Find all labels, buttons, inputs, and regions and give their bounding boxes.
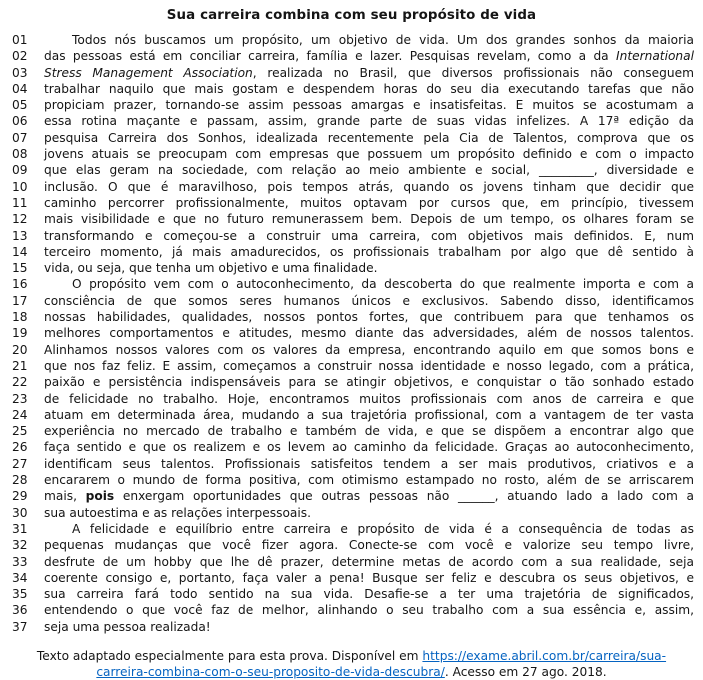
text-line: [0, 113, 703, 129]
line-text: [44, 260, 694, 276]
text-segment: pois: [85, 489, 115, 504]
text-line: [0, 293, 703, 309]
line-text: [44, 472, 694, 488]
text-line: [0, 244, 703, 260]
text-line: [0, 407, 703, 423]
line-number: 26: [12, 440, 28, 455]
text-segment: desfrute de um hobby que lhe dê prazer, determine metas de acordo com a sua realidade, seja: [44, 554, 694, 569]
text-line: [0, 211, 703, 227]
line-text: [44, 113, 694, 129]
text-segment: A felicidade e equilíbrio entre carreira e propósito de vida é a consequência de todas as: [72, 521, 694, 536]
text-line: [0, 374, 703, 390]
line-text: [44, 570, 694, 586]
text-segment: trabalhar naquilo que mais gostam e despendem horas do seu dia executando tarefas que não: [44, 81, 694, 96]
line-text: [44, 602, 694, 618]
line-text: [44, 81, 694, 97]
text-segment: nossas habilidades, qualidades, nossos pontos fortes, que contribuem para que tenhamos os: [44, 310, 694, 325]
text-line: [0, 358, 703, 374]
source-link[interactable]: carreira-combina-com-o-seu-proposito-de-vida-descubra/: [96, 665, 445, 680]
text-segment: melhores comportamentos e atitudes, mesmo diante das adversidades, além de nossos talentos.: [44, 326, 694, 341]
source-link[interactable]: https://exame.abril.com.br/carreira/sua-: [422, 648, 667, 663]
line-text: [44, 309, 694, 325]
text-line: [0, 342, 703, 358]
text-segment: seja uma pessoa realizada!: [44, 619, 211, 634]
text-line: [0, 423, 703, 439]
text-segment: sua carreira fará todo sentido na sua vida. Desafie-se a ter uma trajetória de significados,: [44, 587, 694, 602]
line-number: 18: [12, 310, 28, 325]
text-segment: O propósito vem com o autoconhecimento, da descoberta do que realmente importa e com a: [72, 277, 694, 292]
text-segment: jovens atuais se preocupam com empresas que possuem um propósito definido e com o impacto: [44, 147, 694, 162]
text-line: [0, 146, 703, 162]
line-text: [44, 211, 694, 227]
text-line: [0, 537, 703, 553]
text-line: [0, 276, 703, 292]
line-text: [44, 162, 694, 178]
line-number: 21: [12, 358, 28, 373]
line-number: 22: [12, 375, 28, 390]
text-segment: coerente consigo e, portanto, faça valer a pena! Busque ser feliz e descubra os seus objetivos, e: [44, 570, 694, 585]
line-number: 14: [12, 244, 28, 259]
line-text: [44, 276, 694, 292]
text-line: [0, 228, 703, 244]
text-segment: sua autoestima e as relações interpessoais.: [44, 505, 311, 520]
line-text: [44, 488, 694, 504]
line-text: [44, 586, 694, 602]
line-number: 35: [12, 587, 28, 602]
line-text: [44, 293, 694, 309]
line-text: [44, 325, 694, 341]
text-line: [0, 602, 703, 618]
line-number: 11: [12, 195, 28, 210]
line-text: [44, 423, 694, 439]
line-text: [44, 554, 694, 570]
text-segment: mais,: [44, 489, 86, 504]
text-segment: International: [616, 49, 694, 64]
line-number: 31: [12, 521, 28, 536]
line-number: 06: [12, 114, 28, 129]
line-number: 04: [12, 81, 28, 96]
text-line: [0, 619, 703, 635]
line-text: [44, 391, 694, 407]
text-segment: atuam em determinada área, mudando a sua trajetória profissional, com a vantagem de ter vasta: [44, 407, 694, 422]
text-lines: [0, 32, 703, 635]
text-segment: caminho percorrer profissionalmente, muitos optavam por cursos que, em princípio, tivessem: [44, 195, 694, 210]
source-note: [0, 648, 703, 680]
text-segment: essa rotina maçante e passam, assim, grande parte de suas vidas infelizes. A 17ª edição da: [44, 114, 694, 129]
line-number: 33: [12, 554, 28, 569]
text-line: [0, 570, 703, 586]
text-segment: Todos nós buscamos um propósito, um objetivo de vida. Um dos grandes sonhos da maioria: [72, 33, 694, 47]
line-number: 10: [12, 179, 28, 194]
line-number: 07: [12, 130, 28, 145]
line-number: 32: [12, 538, 28, 553]
line-number: 27: [12, 456, 28, 471]
source-note-line-2: [0, 664, 703, 680]
text-segment: identificam seus talentos. Profissionais satisfeitos tendem a ser mais produtivos, criativos e a: [44, 456, 694, 471]
text-line: [0, 309, 703, 325]
line-number: 09: [12, 163, 28, 178]
line-number: 19: [12, 326, 28, 341]
line-number: 30: [12, 505, 28, 520]
line-number: 16: [12, 277, 28, 292]
text-segment: terceiro momento, já mais amadurecidos, os profissionais trabalham por algo que dê sentido à: [44, 244, 694, 259]
line-number: 37: [12, 619, 28, 634]
line-text: [44, 537, 694, 553]
line-number: 25: [12, 424, 28, 439]
line-text: [44, 358, 694, 374]
text-line: [0, 439, 703, 455]
document-title: Sua carreira combina com seu propósito de vida: [166, 8, 537, 23]
line-text: [44, 179, 694, 195]
text-line: [0, 505, 703, 521]
text-segment: vida, ou seja, que tenha um objetivo e uma finalidade.: [44, 261, 378, 276]
text-line: [0, 195, 703, 211]
line-number: 24: [12, 407, 28, 422]
text-line: [0, 179, 703, 195]
text-segment: faça sentido e que os realizem e os levem ao caminho da felicidade. Graças ao autoconhecimento,: [44, 440, 694, 455]
text-line: [0, 81, 703, 97]
text-line: [0, 521, 703, 537]
line-text: [44, 146, 694, 162]
line-number: 23: [12, 391, 28, 406]
line-number: 08: [12, 147, 28, 162]
text-segment: mais visibilidade e que no futuro remunerassem bem. Depois de um tempo, os olhares foram se: [44, 212, 694, 227]
line-text: [44, 228, 694, 244]
line-number: 01: [12, 33, 28, 47]
line-text: [44, 374, 694, 390]
line-number: 36: [12, 603, 28, 618]
text-segment: que nos faz feliz. E assim, começamos a construir nossa identidade e nosso legado, com a prática,: [44, 358, 694, 373]
line-text: [44, 244, 694, 260]
text-segment: entendendo o que você faz de melhor, alinhando o seu trabalho com a sua essência e, assim,: [44, 603, 694, 618]
text-line: [0, 391, 703, 407]
text-segment: Texto adaptado especialmente para esta prova. Disponível em: [36, 648, 423, 663]
text-segment: Alinhamos nossos valores com os valores da empresa, encontrando aquilo em que somos bons e: [44, 342, 694, 357]
text-segment: pesquisa Carreira dos Sonhos, idealizada recentemente pela Cia de Talentos, comprova que os: [44, 130, 694, 145]
text-segment: transformando e começou-se a construir uma carreira, com objetivos mais definidos. E, num: [44, 228, 694, 243]
text-line: [0, 97, 703, 113]
text-line: [0, 488, 703, 504]
text-line: [0, 325, 703, 341]
line-text: [44, 439, 694, 455]
text-segment: enxergam oportunidades que outras pessoas não ______, atuando lado a lado com a: [114, 489, 694, 504]
text-segment: paixão e persistência indispensáveis para se atingir objetivos, e conquistar o tão sonhado estado: [44, 375, 694, 390]
line-text: [44, 195, 694, 211]
text-line: [0, 130, 703, 146]
text-line: [0, 32, 703, 48]
text-line: [0, 48, 703, 64]
text-segment: Stress Management Association: [44, 65, 253, 80]
text-segment: . Acesso em 27 ago. 2018.: [444, 665, 607, 680]
line-number: 13: [12, 228, 28, 243]
text-segment: das pessoas está em conciliar carreira, família e lazer. Pesquisas revelam, como a da: [44, 49, 616, 64]
line-text: [44, 32, 694, 48]
line-number: 17: [12, 293, 28, 308]
line-text: [44, 619, 694, 635]
text-segment: propiciam prazer, tornando-se assim pessoas amargas e insatisfeitas. E muitos se acostumam a: [44, 98, 694, 113]
line-number: 12: [12, 212, 28, 227]
source-note-line-1: [0, 648, 703, 664]
line-number: 20: [12, 342, 28, 357]
text-segment: que elas geram na sociedade, com relação ao meio ambiente e social, _________, diversidade e: [44, 163, 694, 178]
line-text: [44, 130, 694, 146]
line-number: 02: [12, 49, 28, 64]
line-number: 15: [12, 261, 28, 276]
line-number: 05: [12, 98, 28, 113]
line-number: 29: [12, 489, 28, 504]
text-line: [0, 65, 703, 81]
text-segment: inclusão. O que é maravilhoso, pois tempos atrás, quando os jovens tinham que decidir que: [44, 179, 694, 194]
text-line: [0, 162, 703, 178]
text-line: [0, 260, 703, 276]
line-number: 34: [12, 570, 28, 585]
text-segment: , realizada no Brasil, que diversos profissionais não conseguem: [252, 65, 694, 80]
line-text: [44, 65, 694, 81]
line-number: 03: [12, 65, 28, 80]
text-line: [0, 456, 703, 472]
text-line: [0, 586, 703, 602]
text-line: [0, 472, 703, 488]
text-segment: pequenas mudanças que você fizer agora. Conecte-se com você e valorize seu tempo livre,: [44, 538, 694, 553]
text-segment: encararem o mundo de forma positiva, com otimismo estampado no rosto, além de se arriscarem: [44, 473, 694, 488]
line-text: [44, 407, 694, 423]
text-segment: consciência de que somos seres humanos únicos e exclusivos. Sabendo disso, identificamos: [44, 293, 694, 308]
line-text: [44, 342, 694, 358]
text-segment: experiência no mercado de trabalho e também de vida, e que se dispõem a encontrar algo que: [44, 424, 694, 439]
line-text: [44, 97, 694, 113]
line-text: [44, 505, 694, 521]
line-text: [44, 521, 694, 537]
line-text: [44, 48, 694, 64]
text-line: [0, 554, 703, 570]
text-segment: de felicidade no trabalho. Hoje, encontramos muitos profissionais com anos de carreira e que: [44, 391, 694, 406]
line-number: 28: [12, 473, 28, 488]
line-text: [44, 456, 694, 472]
